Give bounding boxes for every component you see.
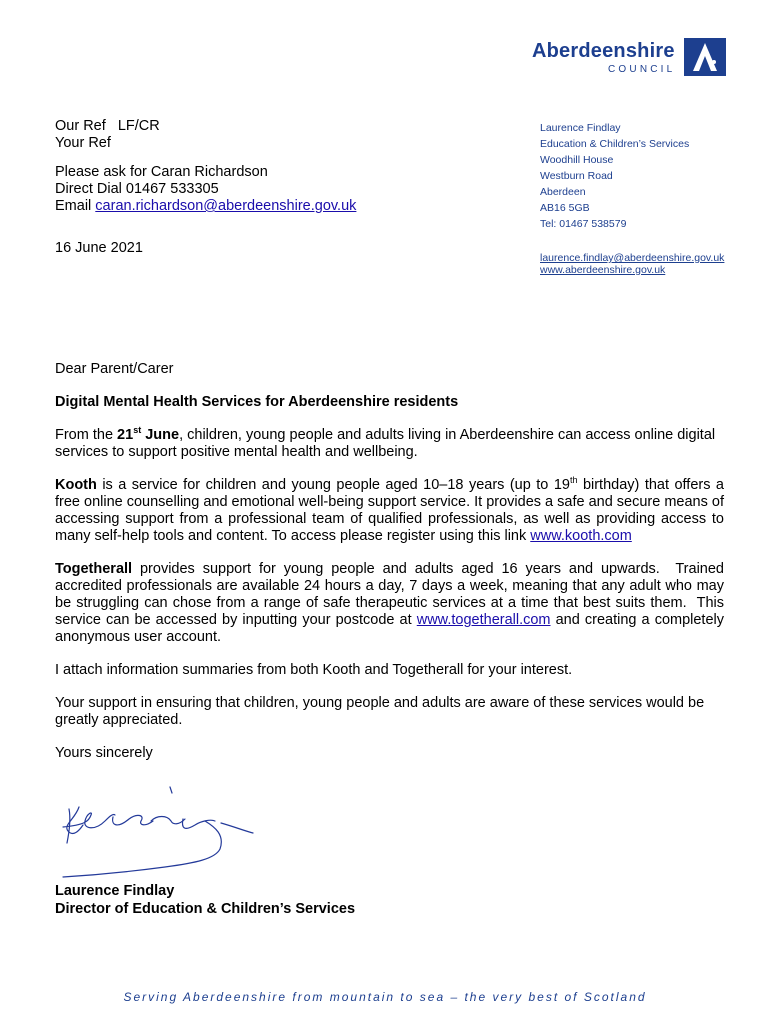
sender-city: Aberdeen	[540, 186, 586, 198]
letter-subject: Digital Mental Health Services for Aberdeenshire residents	[55, 394, 459, 410]
your-ref: Your Ref	[55, 135, 111, 151]
sender-department: Education & Children’s Services	[540, 138, 690, 150]
togetherall-link[interactable]: www.togetherall.com	[416, 612, 551, 628]
salutation: Dear Parent/Carer	[55, 361, 174, 377]
intro-paragraph: From the 21st June, children, young people and adults living in Aberdeenshire can access online digital services to support positive mental health and wellbeing.	[55, 425, 716, 460]
contact-email-line	[55, 198, 356, 215]
attachment-paragraph: I attach information summaries from both Kooth and Togetherall for your interest.	[55, 662, 573, 678]
sender-tel: Tel: 01467 538579	[540, 218, 627, 230]
email-label: Email	[55, 198, 96, 214]
footer-slogan: Serving Aberdeenshire from mountain to sea – the very best of Scotland	[123, 990, 647, 1004]
sender-name: Laurence Findlay	[540, 122, 621, 134]
letter-date: 16 June 2021	[55, 240, 143, 256]
handwritten-signature	[55, 785, 260, 880]
sender-email-link[interactable]: laurence.findlay@aberdeenshire.gov.uk	[540, 252, 725, 264]
support-paragraph: Your support in ensuring that children, young people and adults are aware of these services would be greatly appreciated.	[55, 695, 705, 728]
our-ref: Our Ref LF/CR	[55, 118, 160, 134]
sender-website-link[interactable]: www.aberdeenshire.gov.uk	[540, 264, 666, 276]
contact-email-link[interactable]: caran.richardson@aberdeenshire.gov.uk	[95, 198, 357, 214]
sender-street: Westburn Road	[540, 170, 613, 182]
contact-person: Please ask for Caran Richardson	[55, 164, 268, 180]
sender-postcode: AB16 5GB	[540, 202, 590, 214]
sender-address	[540, 120, 724, 276]
council-logo-name: Aberdeenshire	[532, 40, 675, 62]
signatory-block	[55, 882, 355, 918]
kooth-paragraph: Kooth is a service for children and young people aged 10–18 years (up to 19th birthday) that offers a free online counselling and emotional well-being support service. It provides a safe and secure means of accessing support from a professional team of qualified professionals, as well as providing access to many self-help tools and content. To access please register using this link www.kooth.com	[55, 475, 724, 544]
togetherall-name: Togetherall	[55, 561, 133, 577]
kooth-name: Kooth	[55, 477, 97, 493]
closing: Yours sincerely	[55, 745, 153, 761]
council-logo-icon	[684, 38, 726, 76]
direct-dial: Direct Dial 01467 533305	[55, 181, 219, 197]
kooth-link[interactable]: www.kooth.com	[530, 528, 632, 544]
signatory-title: Director of Education & Children’s Services	[55, 901, 356, 917]
sender-building: Woodhill House	[540, 154, 614, 166]
reference-block	[55, 118, 356, 215]
signatory-name: Laurence Findlay	[55, 883, 175, 899]
togetherall-paragraph: Togetherall provides support for young people and adults aged 16 years and upwards. Trained accredited professionals are available 24 hours a day, 7 days a week, meaning that any adult who may be struggling can chose from a range of safe therapeutic services at a time that best suits them. This service can be accessed by inputting your postcode at www.togetherall.com and creating a completely anonymous user account.	[55, 561, 729, 645]
council-logo-subtitle: COUNCIL	[608, 64, 676, 75]
letter-body	[55, 361, 729, 778]
